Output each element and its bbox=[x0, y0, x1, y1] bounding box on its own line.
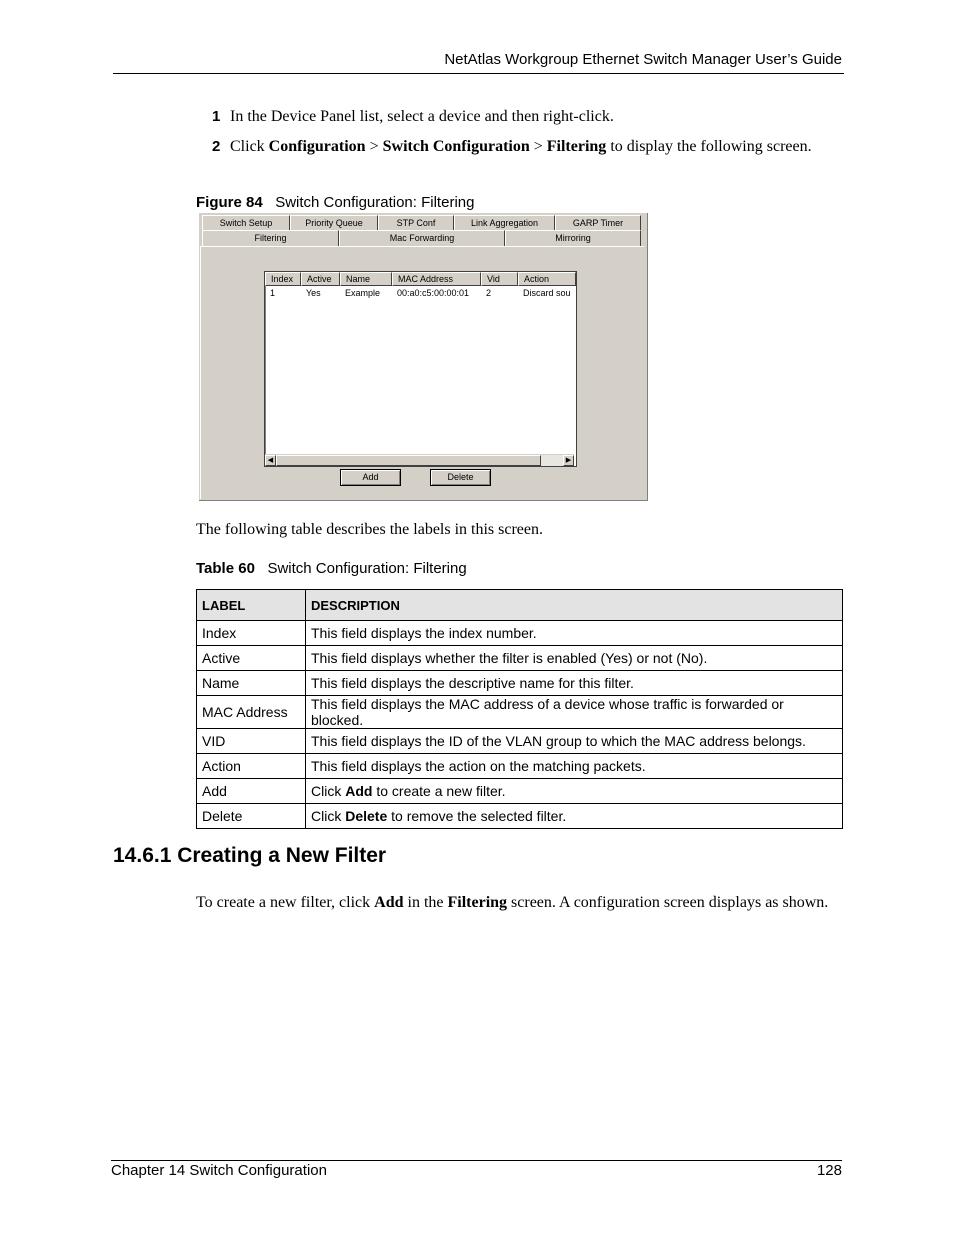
text-run: > bbox=[529, 138, 547, 155]
list-header bbox=[265, 272, 576, 286]
figure-caption bbox=[196, 194, 474, 211]
cell-name: Example bbox=[345, 288, 381, 298]
step-text: In the Device Panel list, select a device and then right-click. bbox=[230, 108, 614, 125]
column-header-mac-address[interactable]: MAC Address bbox=[392, 272, 481, 286]
bold-term: Add bbox=[345, 783, 373, 799]
bold-term: Add bbox=[374, 894, 404, 911]
tab-mirroring[interactable]: Mirroring bbox=[505, 230, 641, 246]
footer-rule bbox=[111, 1160, 842, 1161]
text-run: Click bbox=[311, 808, 346, 824]
cell-label: Add bbox=[197, 779, 306, 804]
tab-filtering[interactable]: Filtering bbox=[202, 230, 339, 246]
cell-description: This field displays the ID of the VLAN group to which the MAC address belongs. bbox=[306, 729, 843, 754]
cell-label: Action bbox=[197, 754, 306, 779]
footer-chapter: Chapter 14 Switch Configuration bbox=[111, 1162, 327, 1179]
figure-number: Figure 84 bbox=[196, 194, 263, 211]
bold-term: Switch Configuration bbox=[382, 138, 530, 155]
table-row bbox=[197, 754, 843, 779]
column-header-label: LABEL bbox=[197, 590, 306, 621]
text-run: Click bbox=[230, 138, 269, 155]
cell-description: This field displays the descriptive name for this filter. bbox=[306, 671, 843, 696]
header-rule bbox=[113, 73, 844, 74]
cell-description: This field displays whether the filter is enabled (Yes) or not (No). bbox=[306, 646, 843, 671]
tab-priority-queue[interactable]: Priority Queue bbox=[290, 215, 378, 231]
page-number: 128 bbox=[816, 1162, 842, 1179]
scroll-left-icon[interactable]: ◀ bbox=[265, 455, 276, 466]
bold-term: Filtering bbox=[447, 894, 508, 911]
horizontal-scrollbar[interactable] bbox=[265, 454, 574, 466]
table-row bbox=[197, 779, 843, 804]
text-run: to create a new filter. bbox=[372, 783, 506, 799]
cell-label: Delete bbox=[197, 804, 306, 829]
cell-action: Discard sou bbox=[523, 288, 571, 298]
bold-term: Delete bbox=[345, 808, 388, 824]
cell-label: Index bbox=[197, 621, 306, 646]
list-row[interactable] bbox=[265, 286, 576, 300]
filtering-screenshot bbox=[199, 213, 648, 501]
tab-row-2 bbox=[202, 230, 641, 246]
labels-table bbox=[196, 589, 843, 829]
table-title: Switch Configuration: Filtering bbox=[267, 560, 467, 577]
add-button[interactable]: Add bbox=[340, 469, 401, 486]
column-header-description: DESCRIPTION bbox=[306, 590, 843, 621]
column-header-name[interactable]: Name bbox=[340, 272, 392, 286]
cell-description: This field displays the index number. bbox=[306, 621, 843, 646]
tab-garp-timer[interactable]: GARP Timer bbox=[555, 215, 641, 231]
step-2 bbox=[212, 137, 832, 157]
text-run: Click bbox=[311, 783, 346, 799]
cell-description: This field displays the MAC address of a device whose traffic is forwarded or blocked. bbox=[306, 696, 843, 729]
column-header-active[interactable]: Active bbox=[301, 272, 340, 286]
cell-label: Active bbox=[197, 646, 306, 671]
column-header-index[interactable]: Index bbox=[265, 272, 301, 286]
tab-stp-conf[interactable]: STP Conf bbox=[378, 215, 454, 231]
scrollbar-thumb[interactable] bbox=[276, 455, 541, 466]
table-caption bbox=[196, 560, 467, 577]
table-row bbox=[197, 621, 843, 646]
table-row bbox=[197, 671, 843, 696]
table-number: Table 60 bbox=[196, 560, 255, 577]
step-text bbox=[230, 137, 832, 157]
intro-paragraph: The following table describes the labels in this screen. bbox=[196, 521, 544, 538]
delete-button[interactable]: Delete bbox=[430, 469, 491, 486]
cell-label: Name bbox=[197, 671, 306, 696]
cell-vid: 2 bbox=[486, 288, 492, 298]
tab-link-aggregation[interactable]: Link Aggregation bbox=[454, 215, 555, 231]
text-run: to display the following screen. bbox=[606, 138, 812, 155]
tab-mac-forwarding[interactable]: Mac Forwarding bbox=[339, 230, 505, 246]
tab-switch-setup[interactable]: Switch Setup bbox=[202, 215, 290, 231]
text-run: > bbox=[365, 138, 383, 155]
table-row bbox=[197, 646, 843, 671]
cell-description bbox=[306, 804, 843, 829]
bold-term: Filtering bbox=[546, 138, 607, 155]
cell-active: Yes bbox=[306, 288, 321, 298]
step-number: 1 bbox=[212, 108, 221, 125]
cell-description: This field displays the action on the matching packets. bbox=[306, 754, 843, 779]
bold-term: Configuration bbox=[268, 138, 366, 155]
cell-label: VID bbox=[197, 729, 306, 754]
scroll-right-icon[interactable]: ▶ bbox=[563, 455, 574, 466]
body-paragraph bbox=[196, 893, 836, 913]
table-row bbox=[197, 696, 843, 729]
tab-row-1 bbox=[202, 215, 641, 231]
filter-list[interactable] bbox=[264, 271, 577, 467]
figure-title: Switch Configuration: Filtering bbox=[275, 194, 475, 211]
cell-mac-address: 00:a0:c5:00:00:01 bbox=[397, 288, 470, 298]
step-number: 2 bbox=[212, 138, 221, 155]
column-header-action[interactable]: Action bbox=[518, 272, 576, 286]
section-heading: 14.6.1 Creating a New Filter bbox=[113, 844, 387, 867]
step-1 bbox=[212, 107, 832, 127]
running-header: NetAtlas Workgroup Ethernet Switch Manager User’s Guide bbox=[444, 51, 842, 68]
cell-index: 1 bbox=[270, 288, 276, 298]
text-run: screen. A configuration screen displays as shown. bbox=[507, 894, 829, 911]
table-row bbox=[197, 804, 843, 829]
text-run: to remove the selected filter. bbox=[387, 808, 567, 824]
text-run: in the bbox=[403, 894, 448, 911]
table-row bbox=[197, 729, 843, 754]
cell-description bbox=[306, 779, 843, 804]
cell-label: MAC Address bbox=[197, 696, 306, 729]
column-header-vid[interactable]: Vid bbox=[481, 272, 518, 286]
text-run: To create a new filter, click bbox=[196, 894, 375, 911]
table-header-row bbox=[197, 590, 843, 621]
